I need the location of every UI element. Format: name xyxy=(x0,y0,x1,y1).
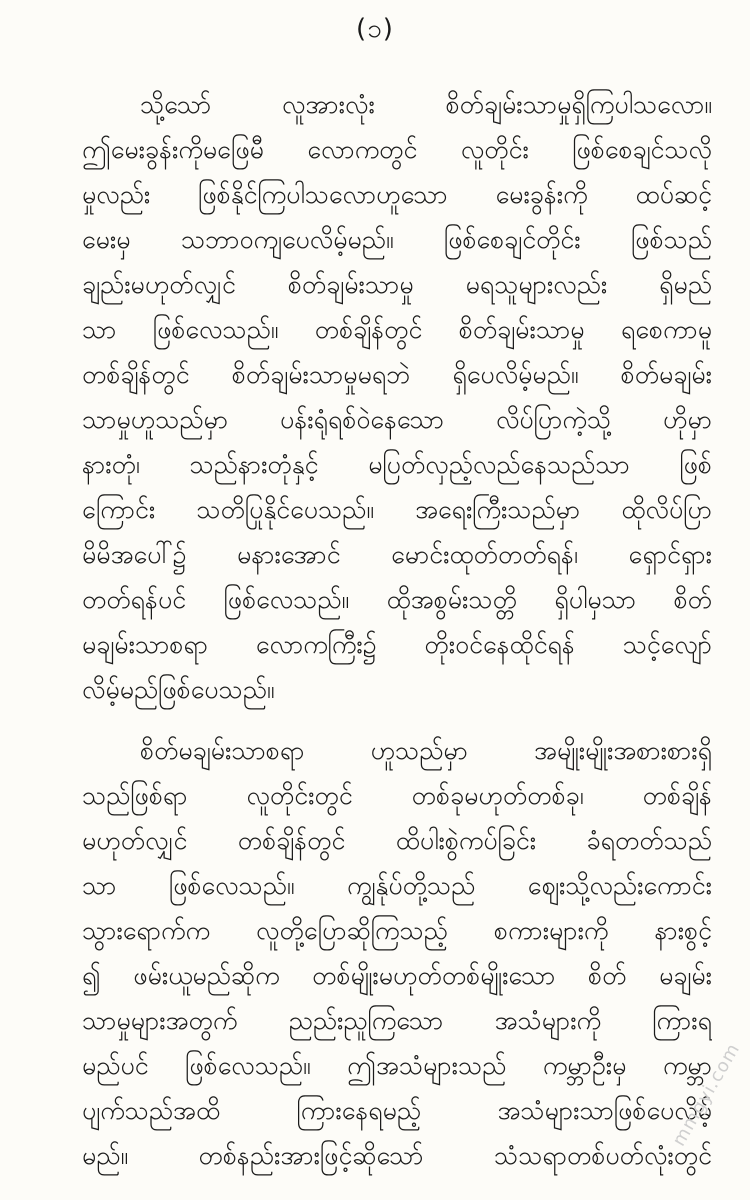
paragraph-1-line-12: တတ်ရန်ပင် ဖြစ်လေသည်။ ထိုအစွမ်းသတ္တိ ရှိပါမှသာ စိတ် xyxy=(82,585,712,614)
paragraph-1-line-4: မေးမှ သဘာဝကျပေလိမ့်မည်။ ဖြစ်စေချင်တိုင်း ဖြစ်သည် xyxy=(82,225,712,254)
paragraph-2-line-7: သာမှုများအတွက် ညည်းညူကြသော အသံများကို ကြားရ xyxy=(82,1006,712,1035)
paragraph-1-line-6: သာ ဖြစ်လေသည်။ တစ်ချိန်တွင် စိတ်ချမ်းသာမှု ရစေကာမူ xyxy=(82,315,712,344)
paragraph-2-line-2: သည်ဖြစ်ရာ လူတိုင်းတွင် တစ်ခုမဟုတ်တစ်ခု၊ တစ်ချိန် xyxy=(82,781,712,810)
paragraph-1-line-14: လိမ့်မည်ဖြစ်ပေသည်။ xyxy=(82,675,275,704)
paragraph-1-line-1: သို့သော် လူအားလုံး စိတ်ချမ်းသာမှုရှိကြပါသလော။ xyxy=(140,90,712,119)
paragraph-1-line-11: မိမိအပေါ်၌ မနားအောင် မောင်းထုတ်တတ်ရန်၊ ရှောင်ရှား xyxy=(82,540,712,569)
paragraph-1-line-9: နားတုံ၊ သည်နားတုံနှင့် မပြတ်လှည့်လည်နေသည်သာ ဖြစ် xyxy=(82,450,712,479)
paragraph-2-line-8: မည်ပင် ဖြစ်လေသည်။ ဤအသံများသည် ကမ္ဘာဦးမှ ကမ္ဘာ xyxy=(82,1051,712,1080)
watermark: mmgyi.com xyxy=(668,1039,744,1150)
paragraph-1-line-7: တစ်ချိန်တွင် စိတ်ချမ်းသာမှုမရဘဲ ရှိပေလိမ့်မည်။ စိတ်မချမ်း xyxy=(82,360,712,389)
paragraph-1-line-2: ဤမေးခွန်းကိုမဖြေမီ လောကတွင် လူတိုင်း ဖြစ်စေချင်သလို xyxy=(82,135,712,164)
paragraph-2-line-10: မည်။ တစ်နည်းအားဖြင့်ဆိုသော် သံသရာတစ်ပတ်လုံးတွင် xyxy=(82,1141,712,1170)
paragraph-1-line-13: မချမ်းသာစရာ လောကကြီး၌ တိုးဝင်နေထိုင်ရန် သင့်လျော် xyxy=(82,630,712,659)
paragraph-1-line-5: ချည်းမဟုတ်လျှင် စိတ်ချမ်းသာမှု မရသူများလည်း ရှိမည် xyxy=(82,270,712,299)
paragraph-2-line-9: ပျက်သည်အထိ ကြားနေရမည့် အသံများသာဖြစ်ပေလိမ့် xyxy=(82,1096,712,1125)
paragraph-1-line-3: မှုလည်း ဖြစ်နိုင်ကြပါသလောဟူသော မေးခွန်းကို ထပ်ဆင့် xyxy=(82,180,712,209)
paragraph-2-line-6: ၍ ဖမ်းယူမည်ဆိုက တစ်မျိုးမဟုတ်တစ်မျိုးသော စိတ် မချမ်း xyxy=(82,961,712,990)
paragraph-2-line-5: သွားရောက်က လူတို့ပြောဆိုကြသည့် စကားများကို နားစွင့် xyxy=(82,916,712,945)
paragraph-1-line-10: ကြောင်း သတိပြုနိုင်ပေသည်။ အရေးကြီးသည်မှာ ထိုလိပ်ပြာ xyxy=(82,495,712,524)
page-number: (၁) xyxy=(356,14,394,44)
paragraph-1-line-8: သာမှုဟူသည်မှာ ပန်းရုံရစ်ဝဲနေသော လိပ်ပြာကဲ့သို့ ဟိုမှာ xyxy=(82,405,712,434)
paragraph-2-line-4: သာ ဖြစ်လေသည်။ ကျွန်ုပ်တို့သည် ဈေးသို့လည်းကောင်း xyxy=(82,871,712,900)
paragraph-2-line-1: စိတ်မချမ်းသာစရာ ဟူသည်မှာ အမျိုးမျိုးအစားစားရှိ xyxy=(140,736,712,765)
paragraph-2-line-3: မဟုတ်လျှင် တစ်ချိန်တွင် ထိပါးစွဲကပ်ခြင်း ခံရတတ်သည် xyxy=(82,826,712,855)
